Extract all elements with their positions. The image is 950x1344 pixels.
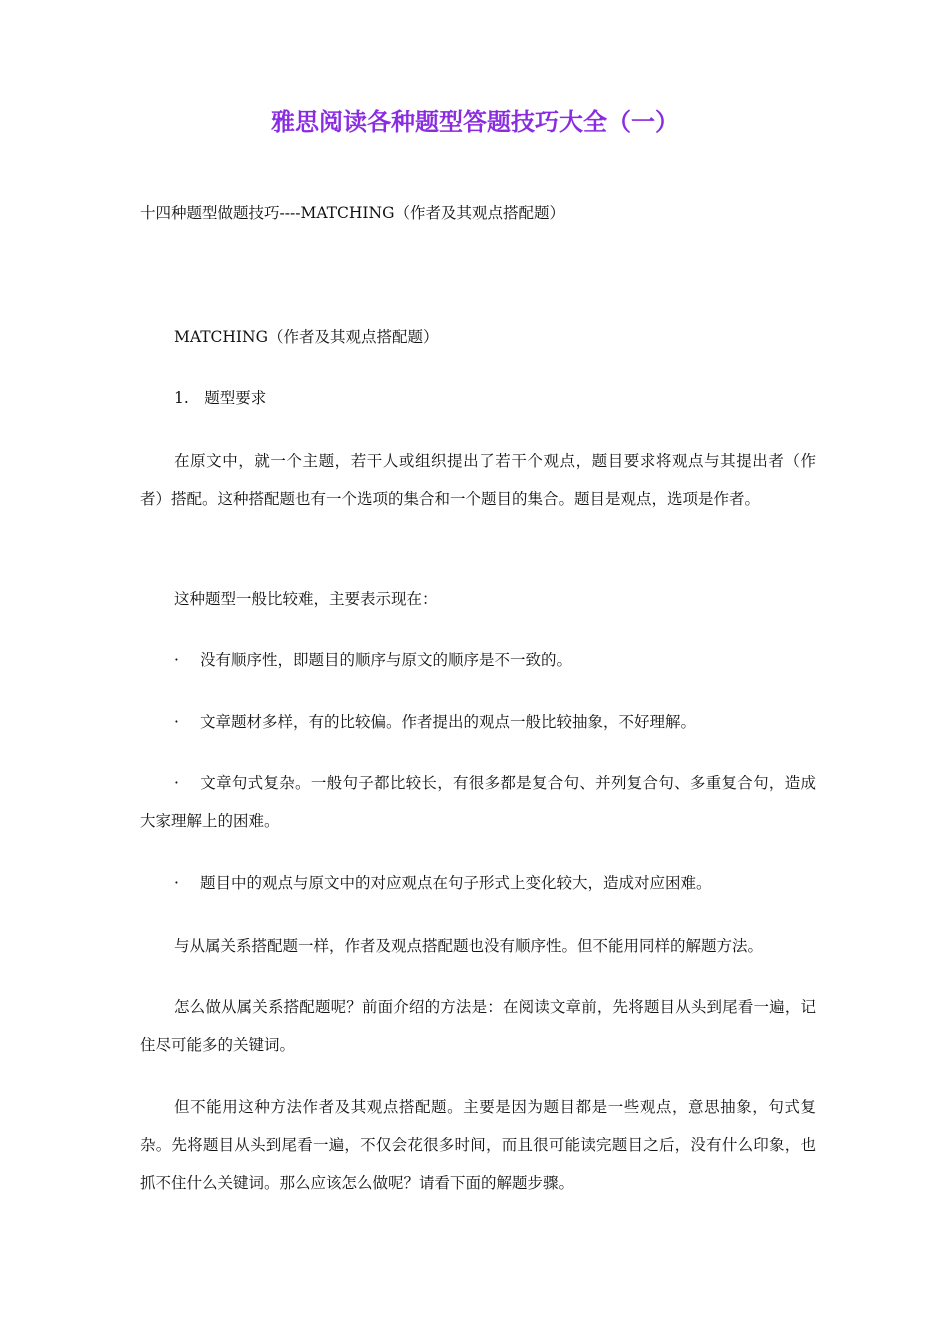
bullet-symbol: · (174, 874, 179, 892)
bullet-item (140, 641, 816, 679)
bullet-item (140, 764, 816, 840)
paragraph-comparison: 与从属关系搭配题一样，作者及观点搭配题也没有顺序性。但不能用同样的解题方法。 (174, 937, 764, 955)
bullet-text: 没有顺序性，即题目的顺序与原文的顺序是不一致的。 (200, 651, 573, 669)
bullet-text: 文章题材多样，有的比较偏。作者提出的观点一般比较抽象，不好理解。 (200, 713, 697, 731)
subtitle-line: 十四种题型做题技巧----MATCHING（作者及其观点搭配题） (140, 204, 565, 222)
paragraph-method: 怎么做从属关系搭配题呢？前面介绍的方法是：在阅读文章前，先将题目从头到尾看一遍，记住尽可能多的关键词。 (140, 998, 816, 1054)
document-title: 雅思阅读各种题型答题技巧大全（一） (271, 108, 679, 136)
bullet-text: 题目中的观点与原文中的对应观点在句子形式上变化较大，造成对应困难。 (200, 874, 712, 892)
section-heading: MATCHING（作者及其观点搭配题） (174, 328, 439, 346)
paragraph-difficulty: 这种题型一般比较难，主要表示现在： (174, 590, 438, 608)
bullet-text: 文章句式复杂。一般句子都比较长，有很多都是复合句、并列复合句、多重复合句，造成大家理解上的困难。 (140, 774, 816, 830)
bullet-symbol: · (174, 774, 179, 792)
bullet-symbol: · (174, 651, 179, 669)
paragraph-intro: 在原文中，就一个主题，若干人或组织提出了若干个观点，题目要求将观点与其提出者（作者）搭配。这种搭配题也有一个选项的集合和一个题目的集合。题目是观点，选项是作者。 (140, 452, 816, 508)
numbered-heading: 1. 题型要求 (174, 389, 267, 407)
bullet-symbol: · (174, 713, 179, 731)
bullet-item (140, 864, 816, 902)
bullet-item (140, 703, 816, 741)
paragraph-steps: 但不能用这种方法作者及其观点搭配题。主要是因为题目都是一些观点，意思抽象，句式复杂。先将题目从头到尾看一遍，不仅会花很多时间，而且很可能读完题目之后，没有什么印象，也抓不住什么关键词。那么应该怎么做呢？请看下面的解题步骤。 (140, 1098, 816, 1192)
